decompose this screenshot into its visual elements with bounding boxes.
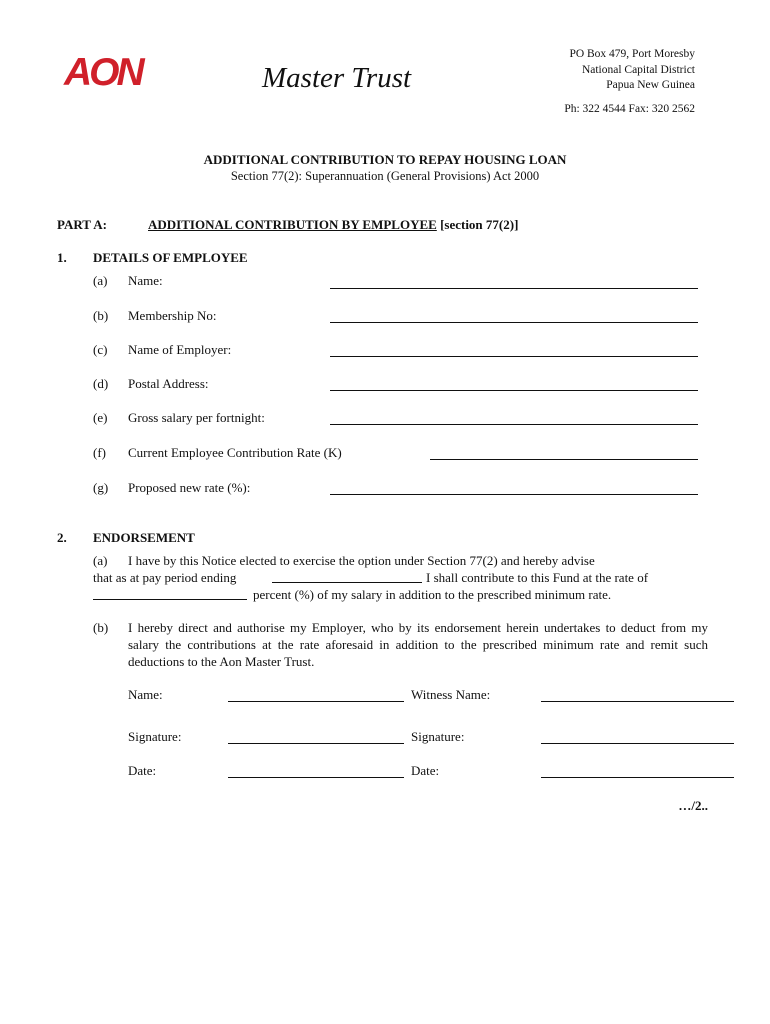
current-rate-field[interactable] <box>430 459 698 460</box>
name-field[interactable] <box>330 288 698 289</box>
employee-name-field[interactable] <box>228 701 404 702</box>
employer-name-field[interactable] <box>330 356 698 357</box>
page-continuation: …/2.. <box>678 798 708 813</box>
address-block <box>569 47 695 94</box>
gross-salary-field[interactable] <box>330 424 698 425</box>
gross-salary-label: Gross salary per fortnight: <box>128 410 265 425</box>
part-a-heading: ADDITIONAL CONTRIBUTION BY EMPLOYEE <box>148 217 437 232</box>
section-2-number: 2. <box>57 530 67 545</box>
para-a-line-1: I have by this Notice elected to exercise the option under Section 77(2) and hereby advise <box>128 553 595 568</box>
witness-signature-field[interactable] <box>541 743 734 744</box>
employee-name-label: Name: <box>128 687 163 702</box>
field-letter-g: (g) <box>93 480 109 495</box>
witness-date-label: Date: <box>411 763 440 778</box>
membership-no-label: Membership No: <box>128 308 217 323</box>
form-title: ADDITIONAL CONTRIBUTION TO REPAY HOUSING LOAN <box>203 152 567 167</box>
witness-date-field[interactable] <box>541 777 734 778</box>
name-label: Name: <box>128 273 163 288</box>
part-a-label: PART A: <box>57 217 107 232</box>
address-line: National Capital District <box>581 63 695 76</box>
membership-no-field[interactable] <box>330 322 698 323</box>
aon-logo <box>64 52 160 94</box>
section-1-number: 1. <box>57 250 67 265</box>
address-line: Papua New Guinea <box>606 79 695 91</box>
field-letter-d: (d) <box>93 376 109 391</box>
postal-address-field[interactable] <box>330 390 698 391</box>
employer-name-label: Name of Employer: <box>128 342 232 357</box>
postal-address-label: Postal Address: <box>128 376 209 391</box>
part-a-section-ref: [section 77(2)] <box>440 217 519 232</box>
employee-signature-label: Signature: <box>128 729 182 744</box>
employee-signature-field[interactable] <box>228 743 404 744</box>
field-letter-c: (c) <box>93 342 108 357</box>
part-a-title <box>148 217 518 233</box>
field-letter-e: (e) <box>93 410 108 425</box>
para-b-text: I hereby direct and authorise my Employer, who by its endorsement herein undertakes to deduct from my salary the contributions at the rate aforesaid in addition to the prescribed minimum rate and remit such deductions to the Aon Master Trust. <box>128 620 708 669</box>
section-1-title: DETAILS OF EMPLOYEE <box>93 250 248 265</box>
para-a-letter: (a) <box>93 553 108 568</box>
para-a-line-3: percent (%) of my salary in addition to the prescribed minimum rate. <box>253 587 612 602</box>
logo-text: AON <box>64 51 142 94</box>
address-line: PO Box 479, Port Moresby <box>569 48 695 60</box>
field-letter-f: (f) <box>93 445 106 460</box>
brand-title: Master Trust <box>262 62 412 94</box>
pay-period-field[interactable] <box>272 582 422 583</box>
employee-date-field[interactable] <box>228 777 404 778</box>
para-a-line-2b: I shall contribute to this Fund at the rate of <box>426 570 649 585</box>
proposed-rate-field[interactable] <box>330 494 698 495</box>
section-2-title: ENDORSEMENT <box>93 530 195 545</box>
phone-fax: Ph: 322 4544 Fax: 320 2562 <box>564 103 695 115</box>
field-letter-a: (a) <box>93 273 108 288</box>
current-rate-label: Current Employee Contribution Rate (K) <box>128 445 342 460</box>
proposed-rate-label: Proposed new rate (%): <box>128 480 251 495</box>
form-subtitle: Section 77(2): Superannuation (General Provisions) Act 2000 <box>230 169 540 183</box>
witness-name-field[interactable] <box>541 701 734 702</box>
para-b-letter: (b) <box>93 620 109 635</box>
rate-percent-field[interactable] <box>93 599 247 600</box>
witness-name-label: Witness Name: <box>411 687 491 702</box>
field-letter-b: (b) <box>93 308 109 323</box>
para-a-line-2a: that as at pay period ending <box>93 570 237 585</box>
employee-date-label: Date: <box>128 763 157 778</box>
witness-signature-label: Signature: <box>411 729 465 744</box>
